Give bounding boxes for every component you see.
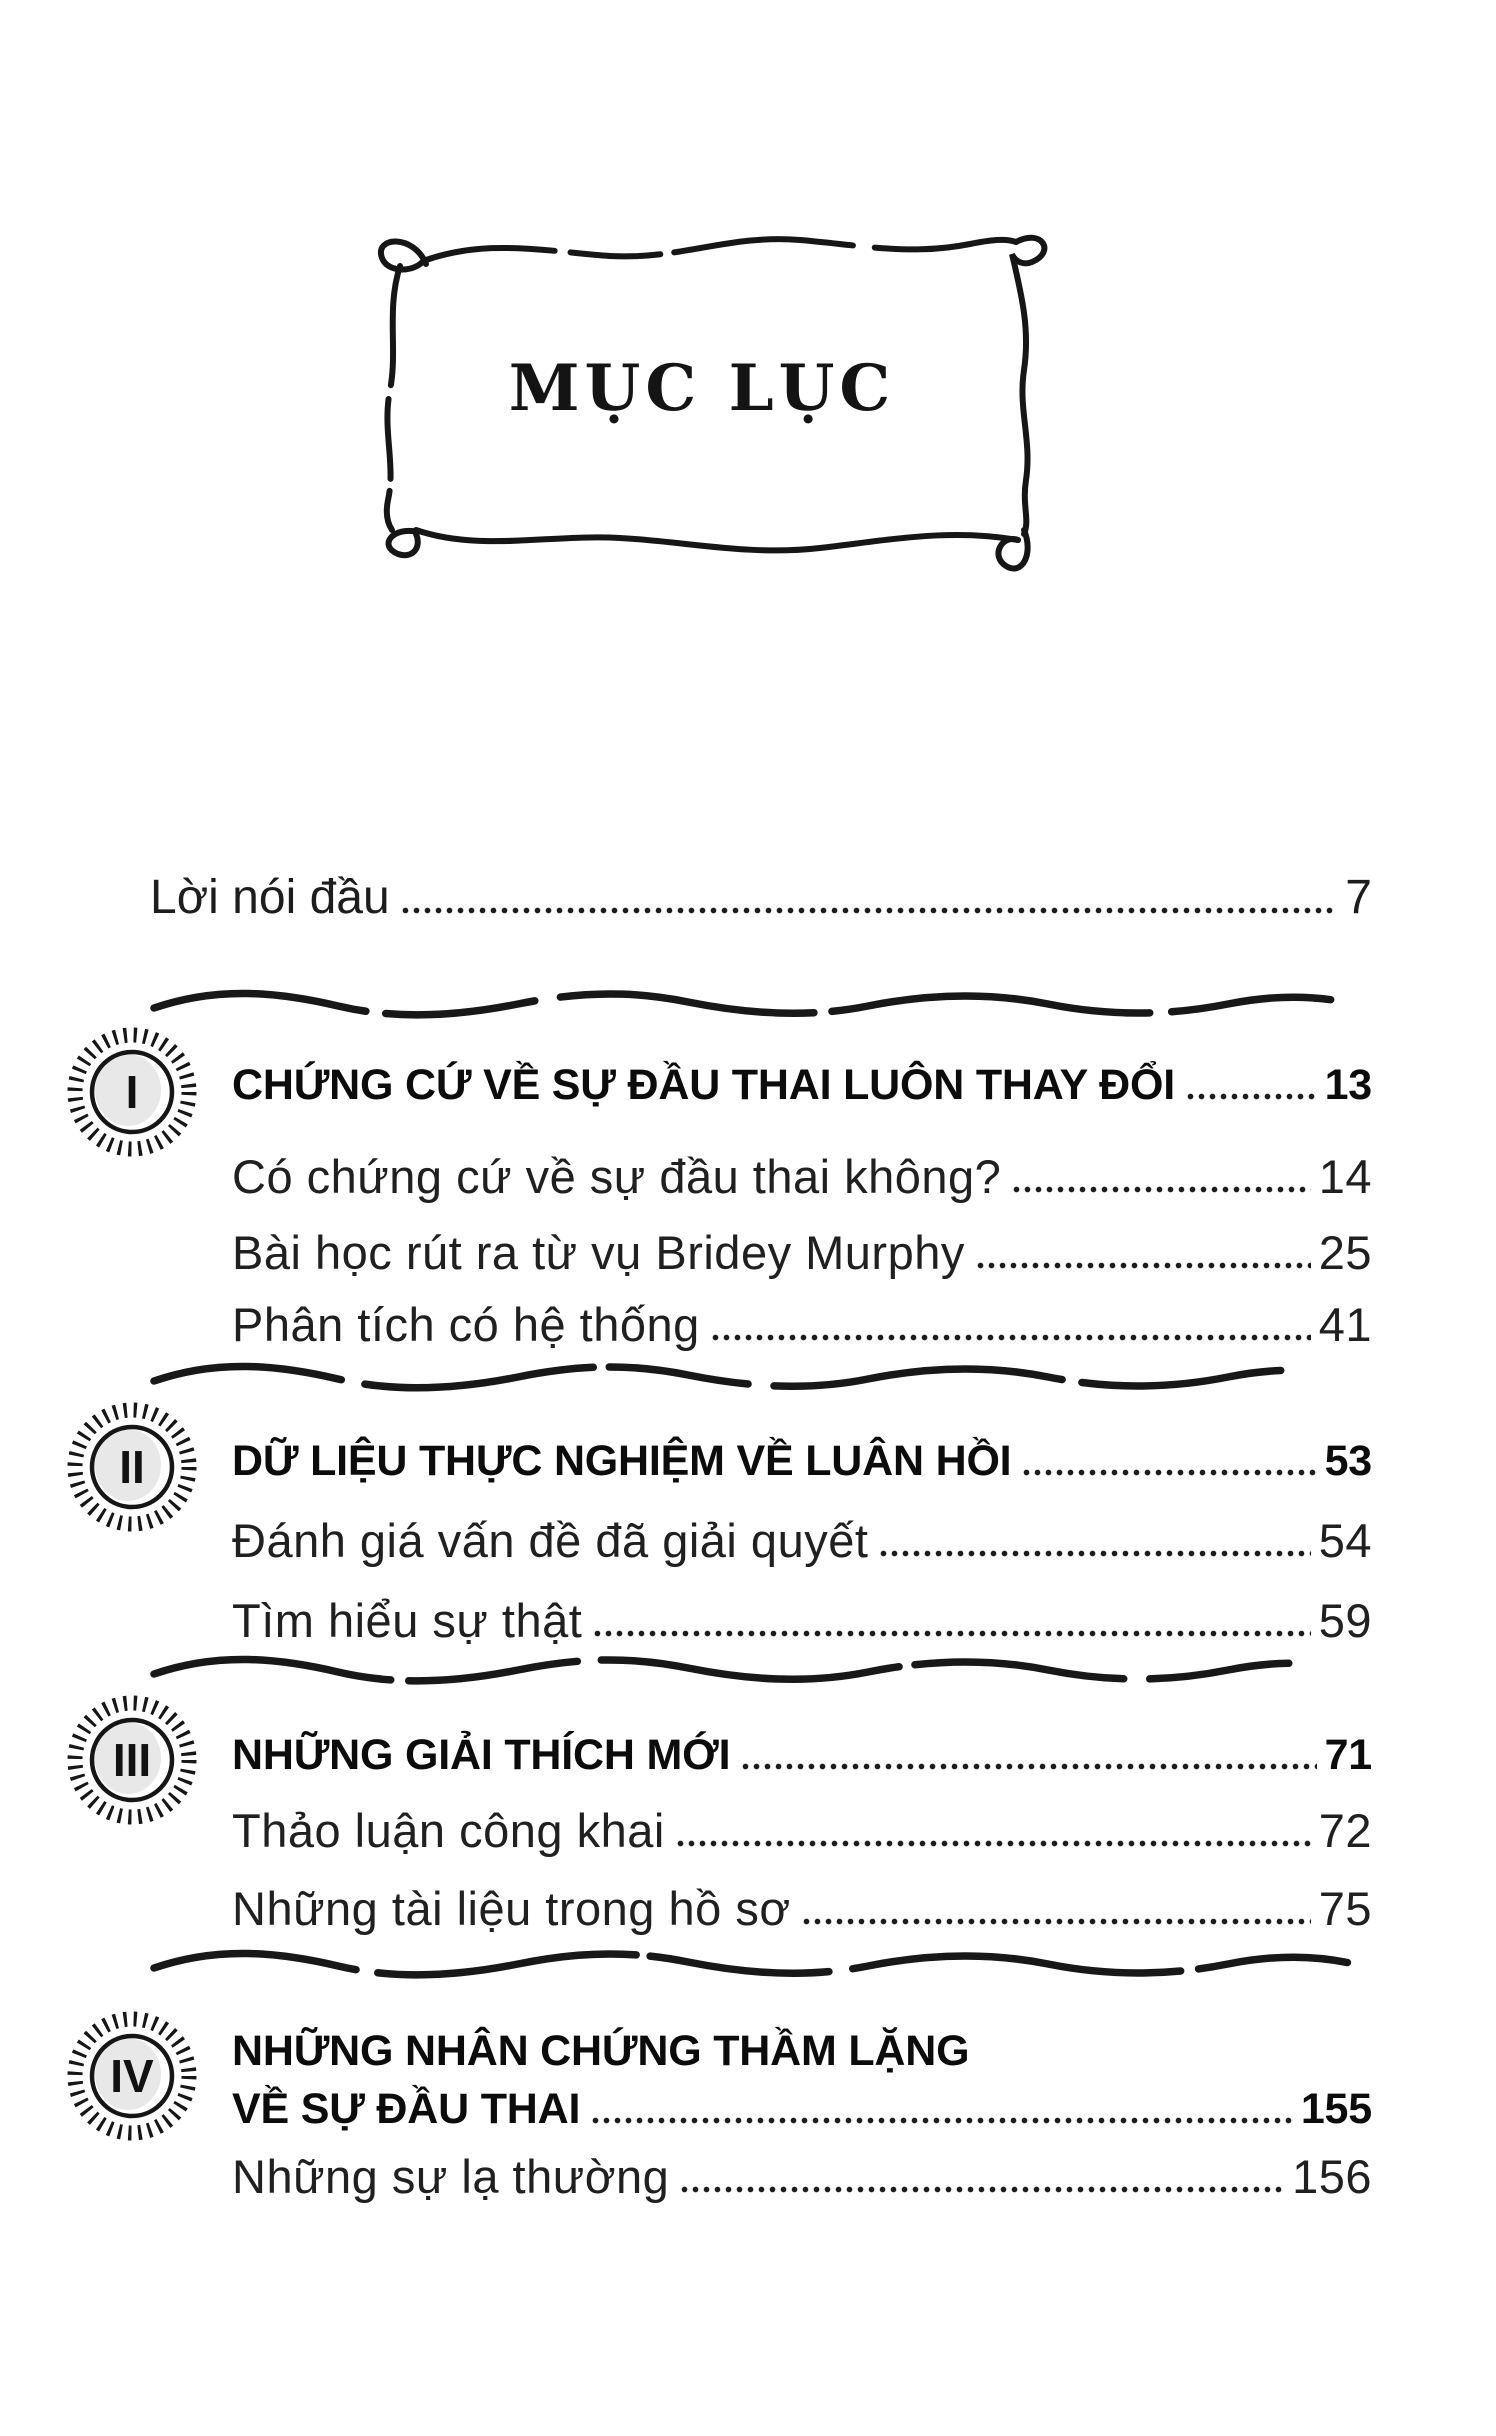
section-title: NHỮNG GIẢI THÍCH MỚI: [232, 1731, 731, 1779]
dot-leader: [878, 1548, 1310, 1557]
section-title: DỮ LIỆU THỰC NGHIỆM VỀ LUÂN HỒI: [232, 1437, 1012, 1485]
dot-leader: [1021, 1467, 1316, 1476]
dot-leader: [1011, 1184, 1310, 1193]
section-page: 13: [1324, 1061, 1372, 1109]
entry-label: Lời nói đầu: [150, 871, 390, 924]
dot-leader: [1185, 1091, 1317, 1100]
entry-page: 14: [1318, 1150, 1372, 1203]
entry-page: 156: [1292, 2150, 1372, 2203]
page-title: MỤC LỤC: [508, 350, 896, 426]
entry-label: Có chứng cứ về sự đầu thai không?: [232, 1150, 1002, 1203]
dot-leader: [740, 1761, 1316, 1770]
section-page: 155: [1300, 2085, 1372, 2133]
section-title-line1: NHỮNG NHÂN CHỨNG THẦM LẶNG: [232, 2027, 970, 2075]
section-numeral: III: [112, 1734, 152, 1786]
entry-page: 25: [1318, 1226, 1372, 1279]
toc-entry: [232, 2152, 1372, 2203]
section-divider: [148, 1355, 1362, 1399]
toc-entry: [232, 1884, 1372, 1935]
toc-entry-preface: [150, 872, 1372, 924]
section-divider: [148, 982, 1362, 1026]
section-numeral-badge: [62, 1690, 202, 1830]
toc-entry: [232, 1516, 1372, 1567]
dot-leader: [592, 1628, 1310, 1637]
section-page: 71: [1324, 1731, 1372, 1779]
entry-page: 72: [1318, 1804, 1372, 1857]
entry-label: Thảo luận công khai: [232, 1804, 665, 1857]
dot-leader: [710, 1332, 1311, 1341]
entry-page: 59: [1318, 1594, 1372, 1647]
entry-label: Những tài liệu trong hồ sơ: [232, 1882, 791, 1935]
dot-leader: [975, 1260, 1311, 1269]
title-frame: [330, 200, 1074, 580]
section-heading: [232, 1062, 1372, 1108]
entry-label: Tìm hiểu sự thật: [232, 1594, 583, 1647]
section-heading: [232, 1438, 1372, 1484]
dot-leader: [400, 905, 1338, 914]
dot-leader: [590, 2115, 1293, 2124]
dot-leader: [801, 1916, 1311, 1925]
entry-label: Đánh giá vấn đề đã giải quyết: [232, 1514, 869, 1567]
entry-label: Phân tích có hệ thống: [232, 1298, 700, 1351]
entry-label: Bài học rút ra từ vụ Bridey Murphy: [232, 1226, 965, 1279]
dot-leader: [679, 2184, 1284, 2193]
toc-entry: [232, 1152, 1372, 1203]
section-divider: [148, 1648, 1362, 1692]
section-title: CHỨNG CỨ VỀ SỰ ĐẦU THAI LUÔN THAY ĐỔI: [232, 1061, 1175, 1109]
dot-leader: [675, 1838, 1311, 1847]
entry-page: 54: [1318, 1514, 1372, 1567]
entry-label: Những sự lạ thường: [232, 2150, 670, 2203]
section-numeral-badge: [62, 2006, 202, 2146]
toc-entry: [232, 1300, 1372, 1351]
section-numeral-badge: [62, 1022, 202, 1162]
entry-page: 75: [1318, 1882, 1372, 1935]
toc-entry: [232, 1806, 1372, 1857]
section-numeral: II: [119, 1441, 145, 1493]
section-divider: [148, 1942, 1362, 1986]
section-heading: [232, 2086, 1372, 2132]
toc-entry: [232, 1596, 1372, 1647]
toc-entry: [232, 1228, 1372, 1279]
section-page: 53: [1324, 1437, 1372, 1485]
entry-page: 41: [1318, 1298, 1372, 1351]
section-numeral: IV: [110, 2050, 154, 2102]
section-heading: [232, 1732, 1372, 1778]
entry-page: 7: [1345, 871, 1372, 924]
section-numeral: I: [125, 1066, 139, 1118]
section-title-line2: VỀ SỰ ĐẦU THAI: [232, 2085, 581, 2133]
section-numeral-badge: [62, 1397, 202, 1537]
